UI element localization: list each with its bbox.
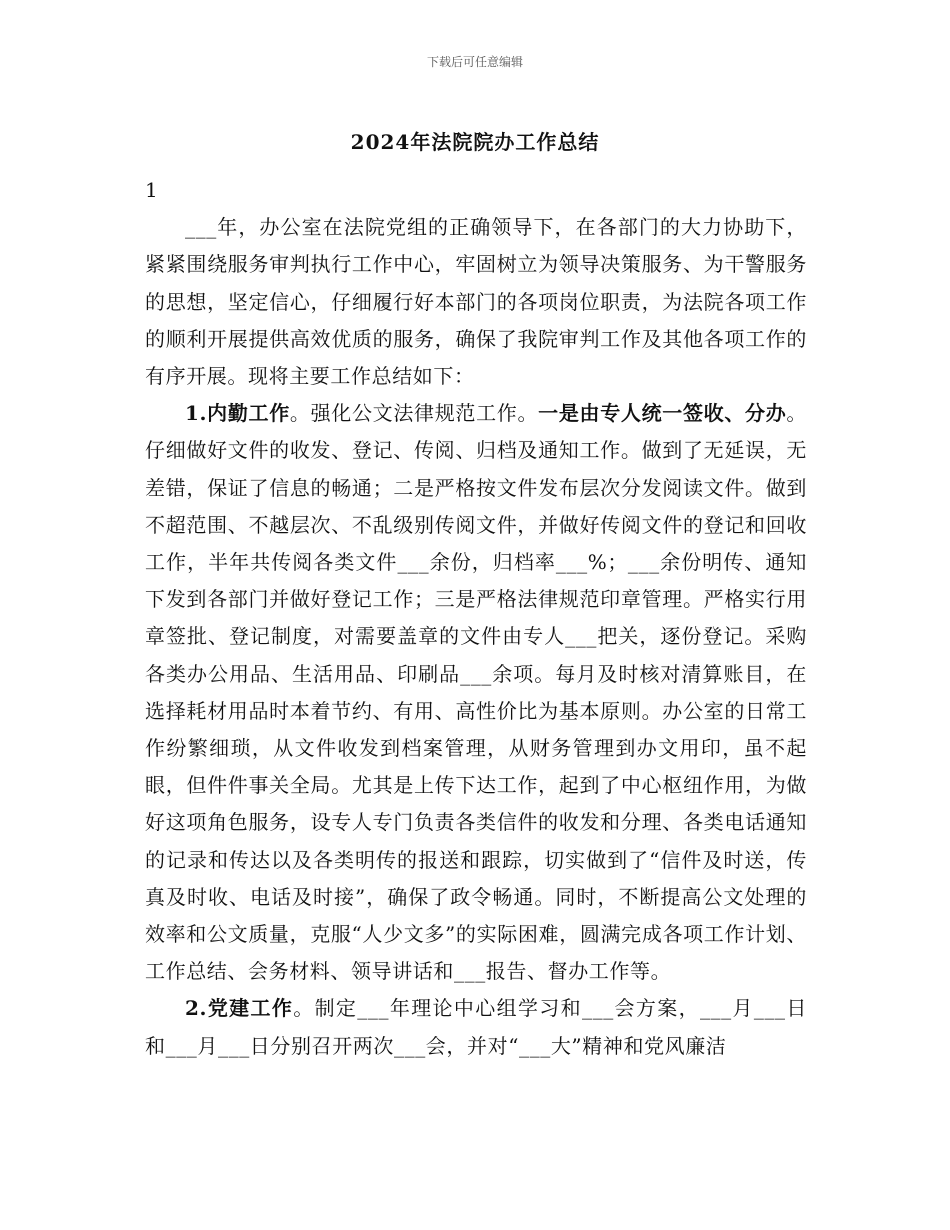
section-1-lead: 。强化公文法律规范工作。 bbox=[289, 401, 539, 426]
section-1-text: 。仔细做好文件的收发、登记、传阅、归档及通知工作。做到了无延误，无差错，保证了信息的畅通；二是严格按文件发布层次分发阅读文件。做到不超范围、不越层次、不乱级别传阅文件，并做好传阅文件的登记和回收工作，半年共传阅各类文件___余份，归档率___%；___余份明传、通知下发到各部门并做好登记工作；三是严格法律规范印章管理。严格实行用章签批、登记制度，对需要盖章的文件由专人___把关，逐份登记。采购各类办公用品、生活用品、印刷品___余项。每月及时核对清算账目，在选择耗材用品时本着节约、有用、高性价比为基本原则。办公室的日常工作纷繁细琐，从文件收发到档案管理，从财务管理到办文用印，虽不起眼，但件件事关全局。尤其是上传下达工作，起到了中心枢纽作用，为做好这项角色服务，设专人专门负责各类信件的收发和分理、各类电话通知的记录和传达以及各类明传的报送和跟踪，切实做到了“信件及时送，传真及时收、电话及时接”，确保了政令畅通。同时，不断提高公文处理的效率和公文质量，克服“人少文多”的实际困难，圆满完成各项工作计划、工作总结、会务材料、领导讲话和___报告、督办工作等。 bbox=[145, 401, 807, 984]
document-body bbox=[145, 172, 807, 1065]
section-2-paragraph bbox=[145, 990, 807, 1064]
intro-paragraph: ___年，办公室在法院党组的正确领导下，在各部门的大力协助下，紧紧围绕服务审判执行工作中心，牢固树立为领导决策服务、为干警服务的思想，坚定信心，仔细履行好本部门的各项岗位职责，为法院各项工作的顺利开展提供高效优质的服务，确保了我院审判工作及其他各项工作的有序开展。现将主要工作总结如下： bbox=[145, 215, 807, 389]
section-number: 1 bbox=[145, 178, 158, 202]
document-title: 2024年法院院办工作总结 bbox=[350, 130, 600, 154]
section-1-bold-phrase: 一是由专人统一签收、分办 bbox=[538, 401, 787, 426]
section-2-heading: 2.党建工作 bbox=[185, 996, 294, 1021]
section-1-heading: 1.内勤工作 bbox=[185, 401, 290, 426]
section-1-paragraph bbox=[145, 395, 807, 990]
page-header-note: 下载后可任意编辑 bbox=[426, 55, 523, 69]
section-2-text: 。制定___年理论中心组学习和___会方案，___月___日和___月___日分别召开两次___会，并对“___大”精神和党风廉洁 bbox=[145, 996, 807, 1058]
